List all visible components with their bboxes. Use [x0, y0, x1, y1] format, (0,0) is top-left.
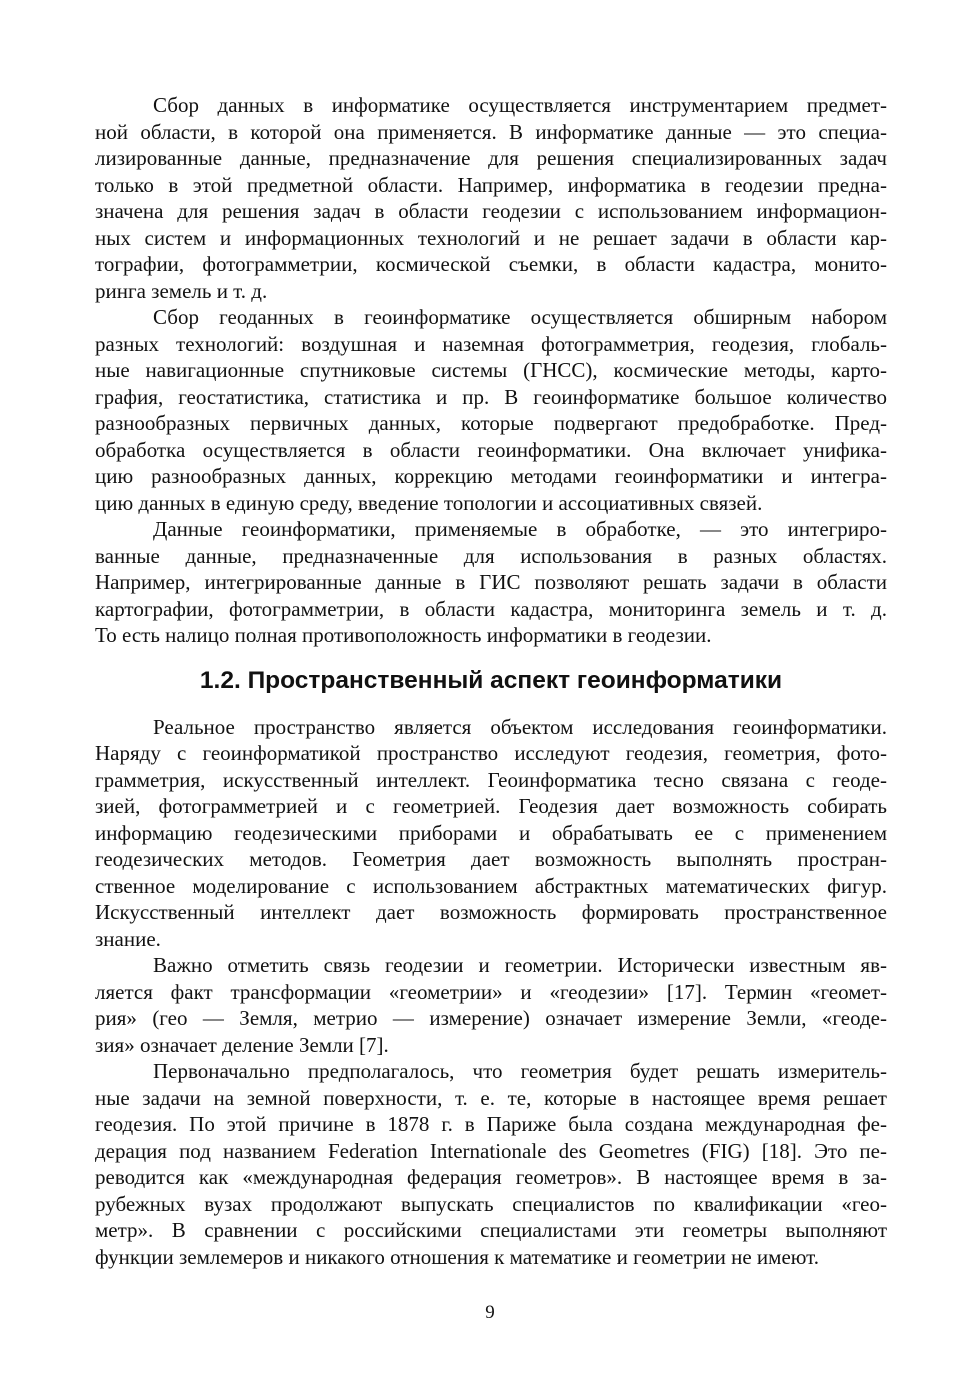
paragraph-line: геодезия. По этой причине в 1878 г. в Париже была создана международная фе- — [95, 1112, 887, 1136]
paragraph-6 — [95, 1058, 887, 1270]
paragraph-line: Наряду с геоинформатикой пространство исследуют геодезия, геометрия, фото- — [95, 741, 887, 765]
paragraph-line: Сбор геоданных в геоинформатике осуществляется обширным набором — [153, 305, 887, 329]
section-heading: 1.2. Пространственный аспект геоинформатики — [199, 666, 783, 694]
paragraph-line: Первоначально предполагалось, что геометрия будет решать измеритель- — [153, 1059, 887, 1083]
paragraph-line: Искусственный интеллект дает возможность формировать пространственное — [95, 900, 887, 924]
paragraph-line: ной области, в которой она применяется. В информатике данные — это специа- — [95, 119, 887, 144]
paragraph-line: знание. — [95, 926, 161, 951]
paragraph-line: То есть налицо полная противоположность информатики в геодезии. — [95, 623, 712, 647]
paragraph-line: цию данных в единую среду, введение топологии и ассоциативных связей. — [95, 490, 763, 515]
paragraph-line: разных технологий: воздушная и наземная фотограмметрия, геодезия, глобаль- — [95, 331, 887, 356]
paragraph-line: ванные данные, предназначенные для использования в разных областях. — [95, 543, 887, 568]
paragraph-3 — [95, 516, 887, 649]
page-content — [95, 92, 887, 1270]
paragraph-line: только в этой предметной области. Например, информатика в геодезии предна- — [95, 172, 887, 197]
paragraph-4 — [95, 714, 887, 953]
paragraph-line: обработка осуществляется в области геоинформатики. Она включает унифика- — [95, 437, 887, 462]
bottom-section — [95, 714, 887, 1271]
page-number: 9 — [485, 1302, 495, 1323]
paragraph-line: Данные геоинформатики, применяемые в обработке, — это интегриро- — [153, 517, 887, 541]
paragraph-line: зия» означает деление Земли [7]. — [95, 1032, 389, 1057]
paragraph-line: грамметрия, искусственный интеллект. Геоинформатика тесно связана с геоде- — [95, 767, 887, 792]
paragraph-line: Сбор данных в информатике осуществляется инструментарием предмет- — [153, 93, 887, 117]
paragraph-line: Например, интегрированные данные в ГИС позволяют решать задачи в области — [95, 570, 887, 594]
paragraph-line: лизированные данные, предназначение для решения специализированных задач — [95, 146, 887, 170]
paragraph-line: функции землемеров и никакого отношения к математике и геометрии не имеют. — [95, 1244, 820, 1269]
top-section — [95, 92, 887, 649]
paragraph-line: метр». В сравнении с российскими специалистами эти геометры выполняют — [95, 1218, 887, 1242]
paragraph-line: ные задачи на земной поверхности, т. е. те, которые в настоящее время решает — [95, 1085, 887, 1110]
paragraph-line: геодезических методов. Геометрия дает возможность выполнять простран- — [95, 847, 887, 871]
paragraph-line: рубежных вузах продолжают выпускать специалистов по квалификации «гео- — [95, 1191, 887, 1216]
paragraph-line: картографии, фотограмметрии, в области кадастра, мониторинга земель и т. д. — [95, 596, 887, 621]
paragraph-line: дерация под названием Federation Internationale des Geometres (FIG) [18]. Это пе- — [95, 1138, 887, 1163]
paragraph-line: ляется факт трансформации «геометрии» и «геодезии» [17]. Термин «геомет- — [95, 979, 887, 1004]
paragraph-line: ринга земель и т. д. — [95, 278, 268, 303]
paragraph-line: значена для решения задач в области геодезии с использованием информацион- — [95, 199, 887, 223]
paragraph-line: рия» (гео — Земля, метрио — измерение) означает измерение Земли, «геоде- — [95, 1006, 887, 1030]
paragraph-5 — [95, 952, 887, 1058]
paragraph-line: реводится как «международная федерация геометров». В настоящее время в за- — [95, 1165, 887, 1189]
paragraph-line: Реальное пространство является объектом исследования геоинформатики. — [153, 714, 887, 739]
paragraph-line: тографии, фотограмметрии, космической съемки, в области кадастра, монито- — [95, 252, 887, 276]
paragraph-line: ственное моделирование с использованием абстрактных математических фигур. — [95, 873, 887, 898]
paragraph-2 — [95, 304, 887, 516]
paragraph-line: разнообразных первичных данных, которые подвергают предобработке. Пред- — [95, 411, 887, 435]
paragraph-line: зией, фотограмметрией и с геометрией. Геодезия дает возможность собирать — [95, 794, 887, 818]
paragraph-line: графия, геостатистика, статистика и пр. В геоинформатике большое количество — [95, 384, 887, 409]
paragraph-line: цию разнообразных данных, коррекцию методами геоинформатики и интегра- — [95, 464, 887, 488]
paragraph-line: Важно отметить связь геодезии и геометрии. Исторически известным яв- — [153, 953, 887, 977]
paragraph-line: ных систем и информационных технологий и не решает задачи в области кар- — [95, 225, 887, 250]
paragraph-1 — [95, 92, 887, 304]
paragraph-line: информацию геодезическими приборами и обрабатывать ее с применением — [95, 820, 887, 845]
paragraph-line: ные навигационные спутниковые системы (ГНСС), космические методы, карто- — [95, 358, 887, 382]
